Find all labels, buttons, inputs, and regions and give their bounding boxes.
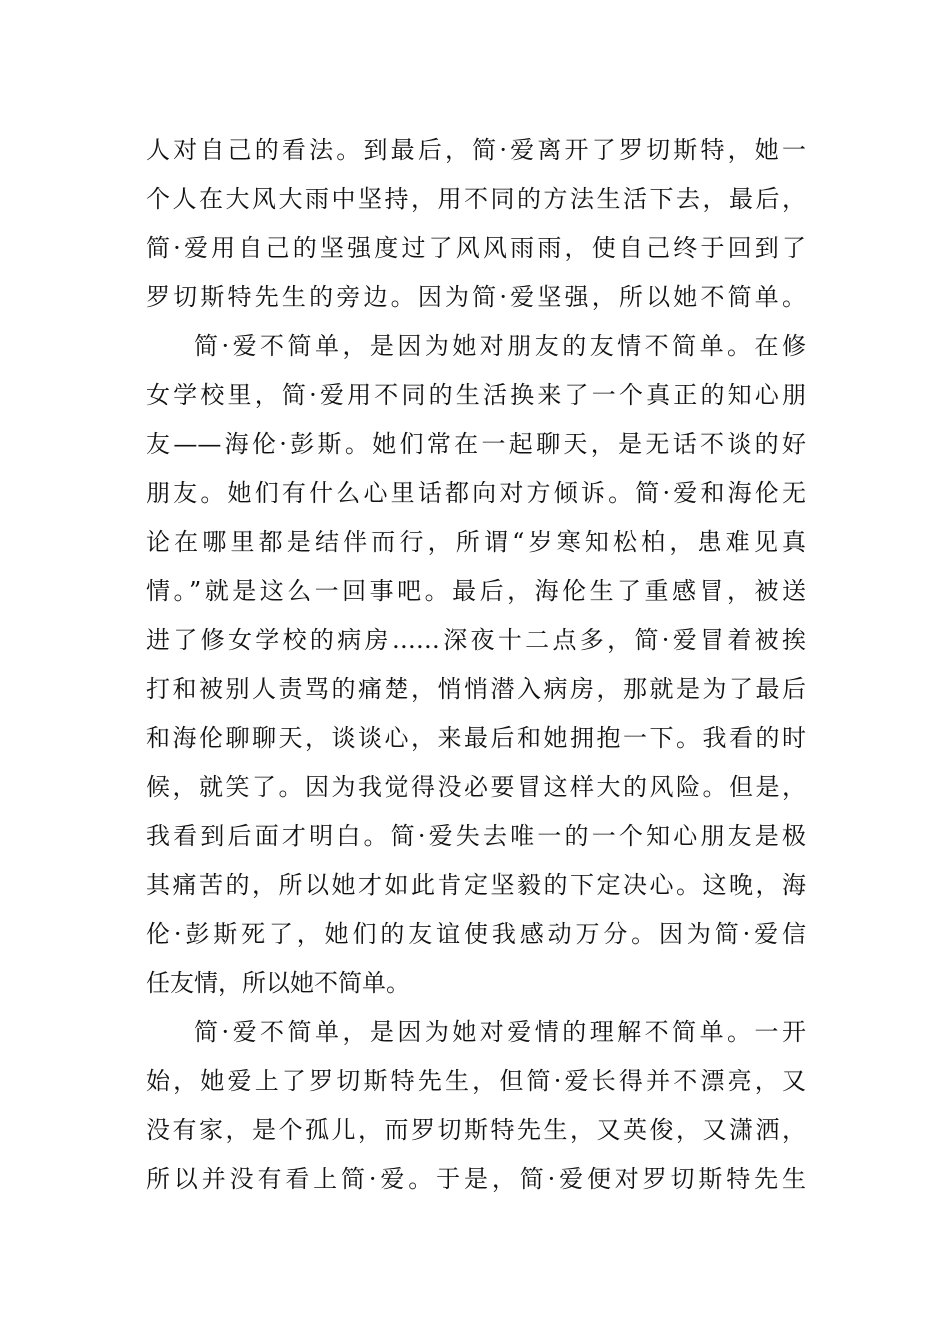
text-line: 我看到后面才明白。简·爱失去唯一的一个知心朋友是极 [146, 822, 806, 850]
text-line: 人对自己的看法。到最后，简·爱离开了罗切斯特，她一 [146, 136, 806, 164]
paragraph-start-line: 简·爱不简单，是因为她对朋友的友情不简单。在修 [194, 332, 806, 360]
text-line: 朋友。她们有什么心里话都向对方倾诉。简·爱和海伦无 [146, 479, 806, 507]
paragraph-start-line: 简·爱不简单，是因为她对爱情的理解不简单。一开 [194, 1018, 806, 1046]
text-line: 伦·彭斯死了，她们的友谊使我感动万分。因为简·爱信 [146, 920, 806, 948]
body-text [146, 126, 806, 1204]
text-line: 没有家，是个孤儿，而罗切斯特先生，又英俊，又潇洒， [146, 1116, 806, 1144]
text-line: 个人在大风大雨中坚持，用不同的方法生活下去，最后， [146, 185, 806, 213]
text-line: 友——海伦·彭斯。她们常在一起聊天，是无话不谈的好 [146, 430, 806, 458]
text-line: 进了修女学校的病房……深夜十二点多，简·爱冒着被挨 [146, 626, 806, 654]
text-line: 论在哪里都是结伴而行，所谓“岁寒知松柏，患难见真 [146, 528, 806, 556]
text-line: 任友情，所以她不简单。 [146, 969, 410, 997]
text-line: 女学校里，简·爱用不同的生活换来了一个真正的知心朋 [146, 381, 806, 409]
text-line: 罗切斯特先生的旁边。因为简·爱坚强，所以她不简单。 [146, 283, 806, 311]
text-line: 和海伦聊聊天，谈谈心，来最后和她拥抱一下。我看的时 [146, 724, 806, 752]
text-line: 情。”就是这么一回事吧。最后，海伦生了重感冒，被送 [146, 577, 806, 605]
text-line: 其痛苦的，所以她才如此肯定坚毅的下定决心。这晚，海 [146, 871, 806, 899]
text-line: 候，就笑了。因为我觉得没必要冒这样大的风险。但是， [146, 773, 806, 801]
text-line: 打和被别人责骂的痛楚，悄悄潜入病房，那就是为了最后 [146, 675, 806, 703]
text-line: 简·爱用自己的坚强度过了风风雨雨，使自己终于回到了 [146, 234, 806, 262]
text-line: 始，她爱上了罗切斯特先生，但简·爱长得并不漂亮，又 [146, 1067, 806, 1095]
text-line: 所以并没有看上简·爱。于是，简·爱便对罗切斯特先生 [146, 1165, 806, 1193]
